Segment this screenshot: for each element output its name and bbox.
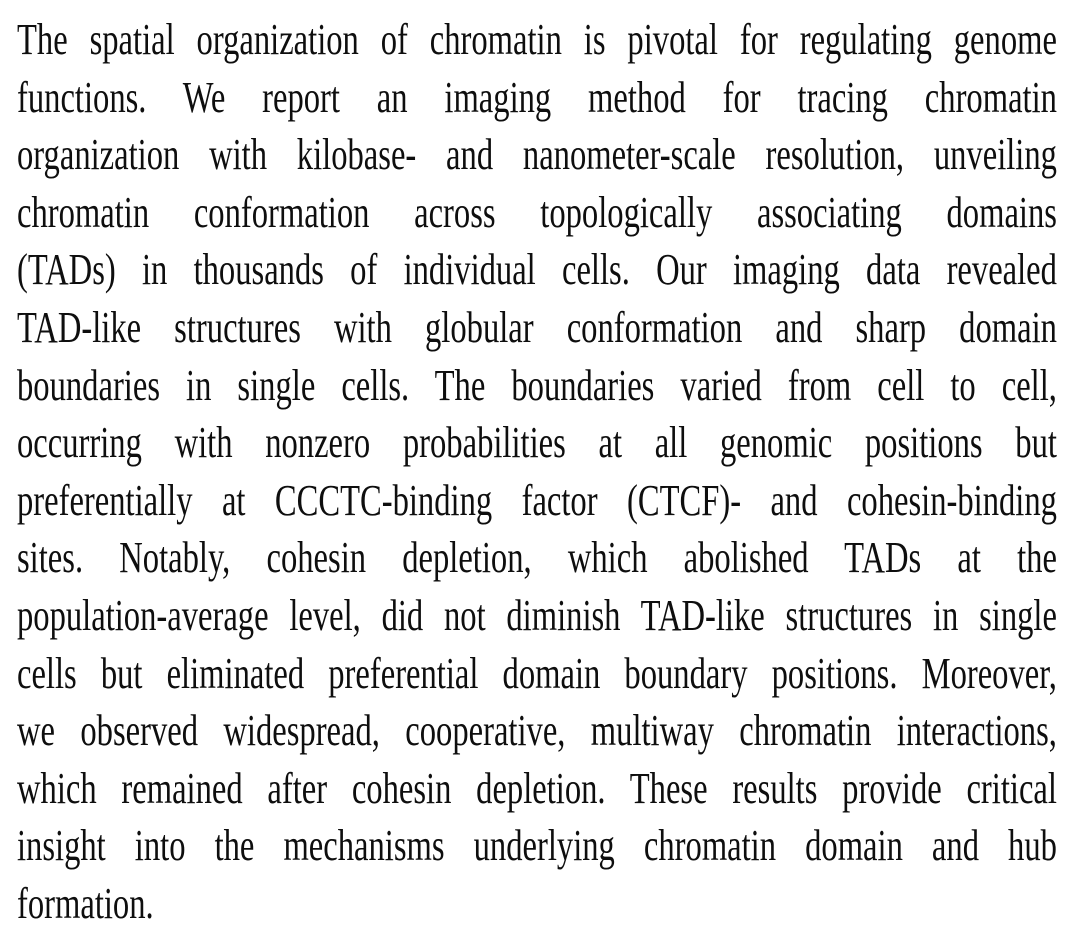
abstract-line: functions. We report an imaging method for tracing chromatin (17, 72, 1057, 122)
abstract-line: boundaries in single cells. The boundaries varied from cell to cell, (17, 360, 1057, 410)
abstract-line: The spatial organization of chromatin is pivotal for regulating genome (17, 15, 1057, 64)
abstract-line: organization with kilobase- and nanometer-scale resolution, unveiling (17, 130, 1057, 180)
abstract-line: chromatin conformation across topologically associating domains (17, 187, 1057, 237)
abstract-line: TAD-like structures with globular conformation and sharp domain (17, 302, 1057, 352)
abstract-text-block (17, 11, 1080, 933)
abstract-line: occurring with nonzero probabilities at all genomic positions but (17, 418, 1057, 468)
abstract-line: we observed widespread, cooperative, multiway chromatin interactions, (17, 706, 1057, 756)
abstract-line: preferentially at CCCTC-binding factor (CTCF)- and cohesin-binding (17, 475, 1057, 525)
abstract-line: population-average level, did not diminish TAD-like structures in single (17, 590, 1057, 640)
abstract-line: which remained after cohesin depletion. These results provide critical (17, 763, 1057, 813)
abstract-line: insight into the mechanisms underlying chromatin domain and hub (17, 821, 1057, 871)
abstract-line: sites. Notably, cohesin depletion, which abolished TADs at the (17, 533, 1057, 583)
abstract-line: (TADs) in thousands of individual cells. Our imaging data revealed (17, 245, 1057, 295)
abstract-line: cells but eliminated preferential domain boundary positions. Moreover, (17, 648, 1057, 698)
abstract-line: formation. (17, 878, 154, 928)
